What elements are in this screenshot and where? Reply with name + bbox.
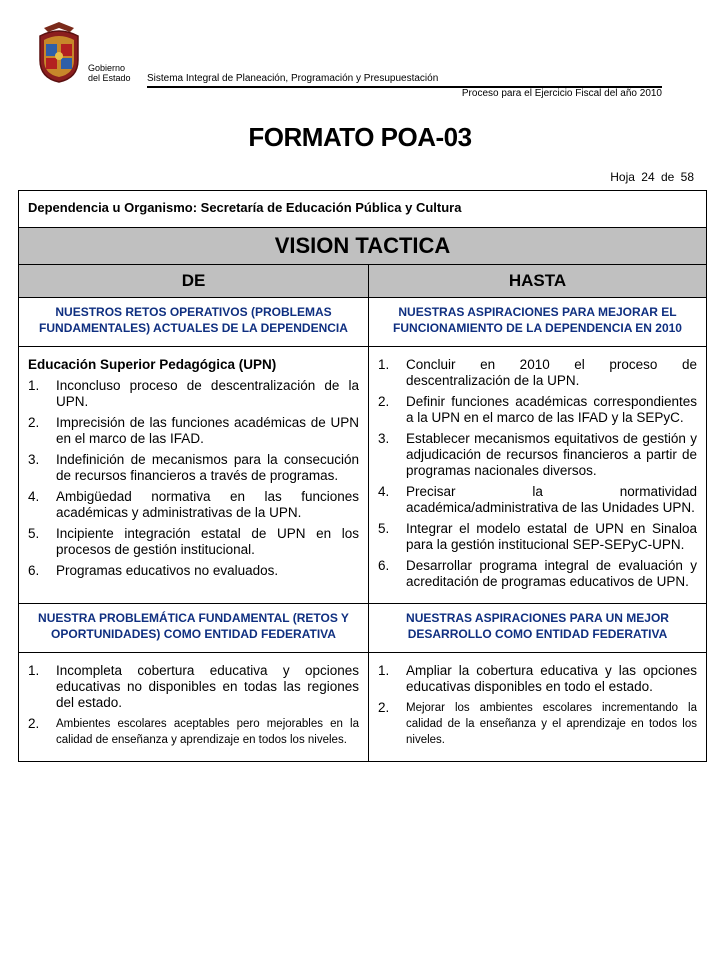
list-item	[378, 558, 697, 590]
item-text: Desarrollar programa integral de evaluación y acreditación de programas educativos de UPN.	[406, 558, 697, 589]
page-header	[0, 0, 720, 110]
section1-left-list	[28, 378, 359, 579]
dependencia-cell: Dependencia u Organismo: Secretaría de Educación Pública y Cultura	[19, 191, 707, 228]
section2-right-heading: NUESTRAS ASPIRACIONES PARA UN MEJOR DESARROLLO COMO ENTIDAD FEDERATIVA	[369, 604, 707, 653]
section1-right-list	[378, 357, 697, 590]
col-hasta-heading: HASTA	[369, 265, 707, 298]
sheet-number: Hoja 24 de 58	[610, 170, 694, 184]
page-title: FORMATO POA-03	[248, 122, 472, 152]
item-number: 3.	[378, 431, 390, 446]
item-number: 1.	[28, 378, 40, 393]
list-item	[378, 431, 697, 479]
item-text: Precisar la normatividad académica/administrativa de las Unidades UPN.	[406, 484, 697, 515]
item-text: Indefinición de mecanismos para la consecución de recursos financieros a través de programas.	[56, 452, 359, 483]
section2-right-content	[369, 653, 707, 762]
section2-left-heading: NUESTRA PROBLEMÁTICA FUNDAMENTAL (RETOS Y OPORTUNIDADES) COMO ENTIDAD FEDERATIVA	[19, 604, 369, 653]
item-number: 1.	[378, 357, 390, 372]
gov-line-1: Gobierno	[88, 63, 126, 73]
item-number: 2.	[378, 700, 390, 715]
item-text: Incompleta cobertura educativa y opciones educativas no disponibles en todas las regiones del estado.	[56, 663, 359, 710]
item-text: Programas educativos no evaluados.	[56, 563, 279, 578]
vision-heading: VISION TACTICA	[19, 228, 707, 265]
list-item	[378, 700, 697, 748]
item-text: Ambigüedad normativa en las funciones académicas y administrativas de la UPN.	[56, 489, 359, 520]
item-number: 1.	[28, 663, 40, 678]
list-item	[28, 489, 359, 521]
section1-left-heading: NUESTROS RETOS OPERATIVOS (PROBLEMAS FUNDAMENTALES) ACTUALES DE LA DEPENDENCIA	[19, 298, 369, 347]
item-text: Inconcluso proceso de descentralización de la UPN.	[56, 378, 359, 409]
item-number: 5.	[378, 521, 390, 536]
item-text: Ambientes escolares aceptables pero mejorables en la calidad de enseñanza y aprendizaje en todos los niveles.	[56, 718, 359, 746]
poa-table	[18, 190, 707, 762]
col-de-heading: DE	[19, 265, 369, 298]
list-item	[378, 484, 697, 516]
list-item	[28, 378, 359, 410]
system-name: Sistema Integral de Planeación, Programación y Presupuestación	[147, 73, 439, 84]
section1-left-content	[19, 347, 369, 604]
list-item	[378, 394, 697, 426]
item-text: Ampliar la cobertura educativa y las opciones educativas disponibles en todo el estado.	[406, 663, 697, 694]
item-text: Imprecisión de las funciones académicas de UPN en el marco de las IFAD.	[56, 415, 359, 446]
item-text: Concluir en 2010 el proceso de descentralización de la UPN.	[406, 357, 697, 388]
item-number: 2.	[28, 415, 40, 430]
government-label	[88, 63, 131, 83]
list-item	[378, 357, 697, 389]
gov-line-2: del Estado	[88, 73, 131, 83]
list-item	[28, 563, 359, 579]
item-number: 4.	[378, 484, 390, 499]
item-number: 6.	[28, 563, 40, 578]
section2-left-content	[19, 653, 369, 762]
section2-left-list	[28, 663, 359, 748]
item-text: Integrar el modelo estatal de UPN en Sinaloa para la gestión institucional SEP-SEPyC-UPN.	[406, 521, 697, 552]
item-number: 5.	[28, 526, 40, 541]
list-item	[28, 663, 359, 711]
item-number: 2.	[28, 716, 40, 731]
section2-right-list	[378, 663, 697, 748]
item-text: Definir funciones académicas correspondientes a la UPN en el marco de las IFAD y la SEPyC.	[406, 394, 697, 425]
item-number: 1.	[378, 663, 390, 678]
list-item	[28, 452, 359, 484]
item-text: Establecer mecanismos equitativos de gestión y adjudicación de recursos financieros a partir de programas nacionales diversos.	[406, 431, 697, 478]
item-number: 2.	[378, 394, 390, 409]
item-text: Mejorar los ambientes escolares incrementando la calidad de la enseñanza y el aprendizaje en todos los niveles.	[406, 702, 697, 746]
list-item	[28, 526, 359, 558]
list-item	[28, 415, 359, 447]
state-seal-icon	[36, 20, 82, 84]
section1-left-title: Educación Superior Pedagógica (UPN)	[28, 357, 277, 372]
section1-right-heading: NUESTRAS ASPIRACIONES PARA MEJORAR EL FUNCIONAMIENTO DE LA DEPENDENCIA EN 2010	[369, 298, 707, 347]
item-number: 3.	[28, 452, 40, 467]
list-item	[378, 663, 697, 695]
process-label: Proceso para el Ejercicio Fiscal del año 2010	[461, 88, 662, 99]
item-text: Incipiente integración estatal de UPN en los procesos de gestión institucional.	[56, 526, 359, 557]
list-item	[378, 521, 697, 553]
item-number: 4.	[28, 489, 40, 504]
section1-right-content	[369, 347, 707, 604]
item-number: 6.	[378, 558, 390, 573]
list-item	[28, 716, 359, 748]
